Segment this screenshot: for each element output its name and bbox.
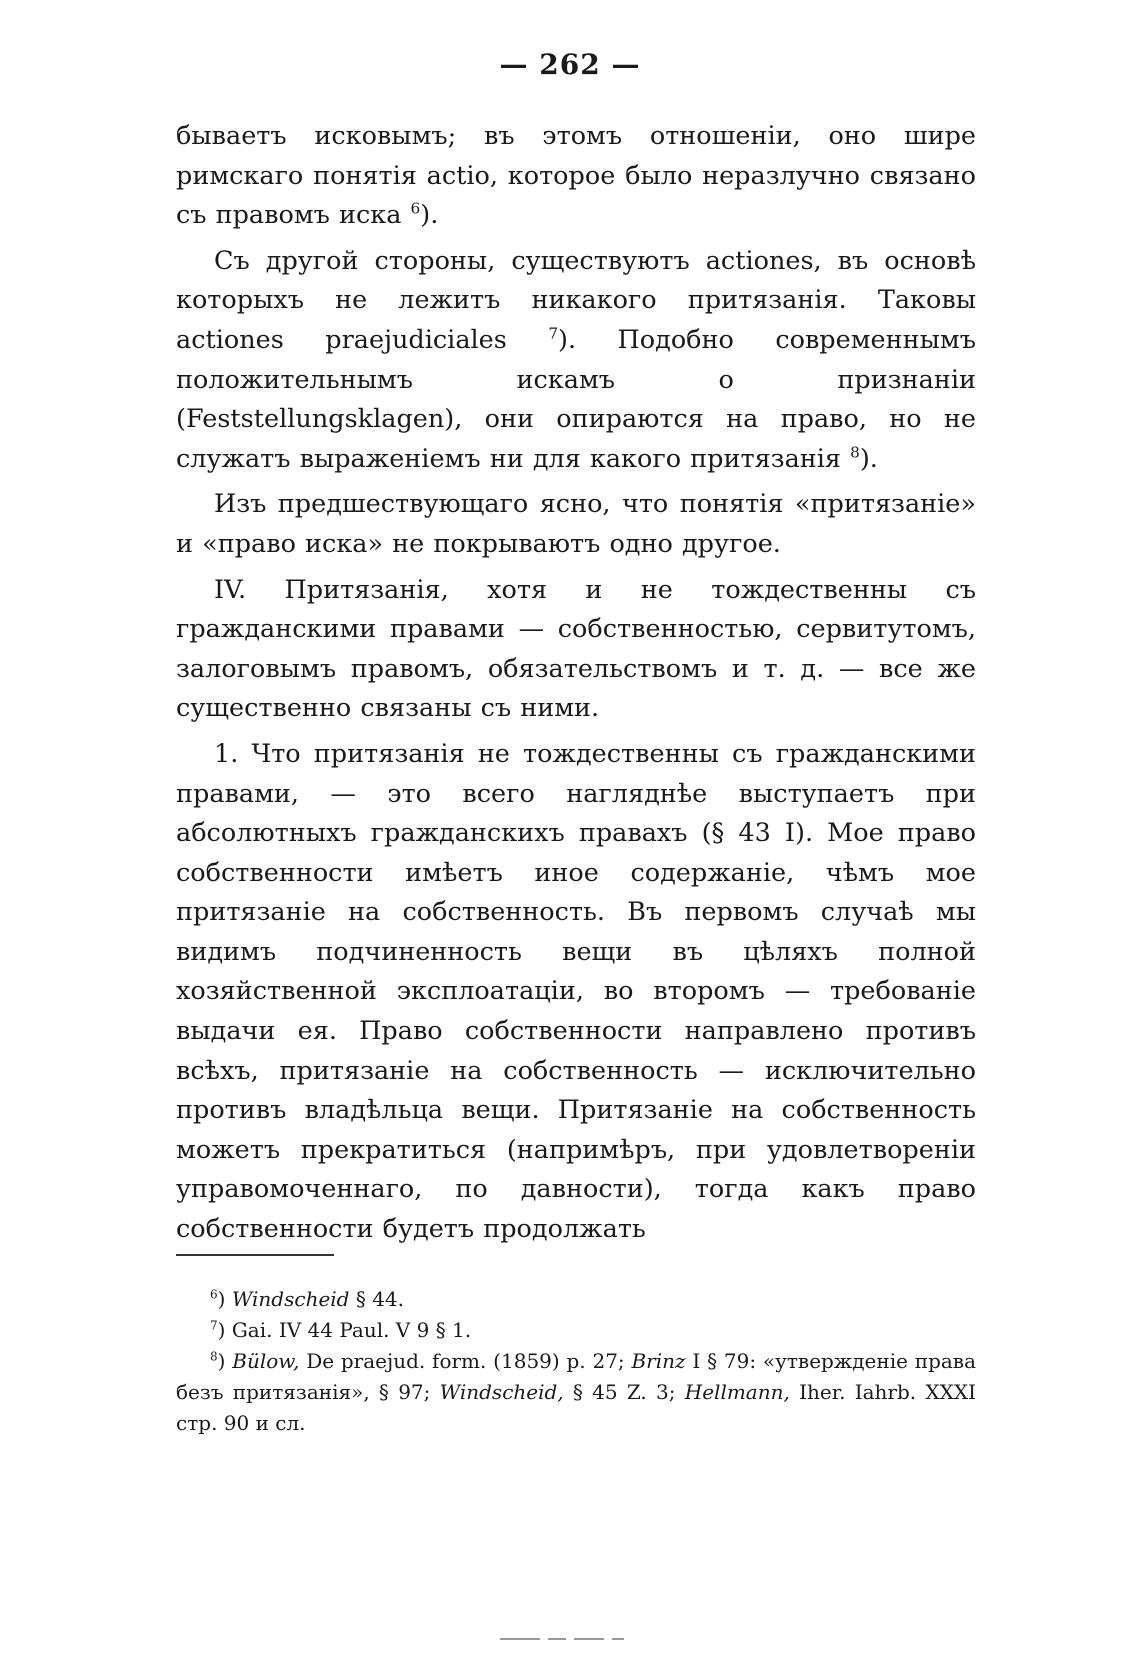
footnote-ref-7: 7	[548, 324, 559, 343]
paragraph-2-mid: ). Подобно современнымъ положительнымъ искамъ о признаніи (Feststellungsklagen), они опираются на право, но не служатъ выраженіемъ ни для какого притязанія	[176, 324, 976, 474]
print-marks	[500, 1628, 660, 1634]
footnote-7-number: 7	[210, 1318, 218, 1333]
footnote-8: $^8$) Bülow, De praejud. form. (1859) p. 27; Brinz I § 79: «утвержденіе права безъ притязанія», § 97; Windscheid, § 45 Z. 3; Hellmann, Iher. Iahrb. XXXI стр. 90 и сл.	[176, 1349, 976, 1435]
footnotes	[176, 1284, 976, 1439]
print-mark	[500, 1638, 540, 1640]
paragraph-1-end: ).	[420, 200, 439, 231]
paragraph-4: IV. Притязанія, хотя и не тождественны съ гражданскими правами — собственностью, сервитутомъ, залоговымъ правомъ, обязательствомъ и т. д. — все же существенно связаны съ ними.	[176, 574, 976, 724]
footnote-ref-6: 6	[410, 199, 421, 218]
main-text	[176, 117, 976, 1250]
paragraph-2-end: ).	[859, 443, 878, 474]
paragraph-1	[176, 117, 976, 236]
footnote-6: $^6$) Windscheid § 44.	[210, 1287, 405, 1311]
print-mark	[612, 1638, 624, 1640]
footnote-7: $^7$) Gai. IV 44 Paul. V 9 § 1.	[210, 1318, 472, 1342]
footnote-6-author: Windscheid	[231, 1287, 350, 1311]
print-mark	[548, 1638, 566, 1640]
footnote-divider	[176, 1254, 334, 1256]
footnote-8-text-3: § 45 Z. 3;	[563, 1380, 685, 1404]
footnote-ref-8: 8	[850, 443, 860, 462]
footnote-8-author-bulow: Bülow,	[232, 1349, 300, 1373]
page-number: — 262 —	[499, 48, 641, 81]
paragraph-2	[176, 242, 976, 480]
footnote-8-text-1: De praejud. form. (1859) p. 27;	[299, 1349, 632, 1373]
footnote-8-text-4: Iher. Iahrb. XXXI стр. 90 и сл.	[176, 1380, 976, 1435]
footnote-6-number: 6	[210, 1287, 218, 1302]
footnote-8-author-hellmann: Hellmann,	[684, 1380, 790, 1404]
paragraph-1-text: бываетъ исковымъ; въ этомъ отношеніи, оно шире римскаго понятія actio, которое было неразлучно связано съ правомъ иска	[176, 121, 976, 231]
footnote-8-text-2: I § 79: «утвержденіе права безъ притязанія», § 97;	[176, 1349, 976, 1404]
print-mark	[574, 1638, 604, 1640]
footnote-8-author-windscheid: Windscheid,	[439, 1380, 564, 1404]
footnote-7-text: Gai. IV 44 Paul. V 9 § 1.	[231, 1318, 472, 1342]
footnote-6-text: § 44.	[349, 1287, 405, 1311]
paragraph-5: 1. Что притязанія не тождественны съ гражданскими правами, — это всего нагляднѣе выступаетъ при абсолютныхъ гражданскихъ правахъ (§ 43 I). Мое право собственности имѣетъ иное содержаніе, чѣмъ мое притязаніе на собственность. Въ первомъ случаѣ мы видимъ подчиненность вещи въ цѣляхъ полной хозяйственной эксплоатаціи, во второмъ — требованіе выдачи ея. Право собственности направлено противъ всѣхъ, притязаніе на собственность — исключительно противъ владѣльца вещи. Притязаніе на собственность можетъ прекратиться (напримѣръ, при удовлетвореніи управомоченнаго, по давности), тогда какъ право собственности будетъ продолжать	[176, 738, 976, 1245]
paragraph-2-text: Съ другой стороны, существуютъ actiones, въ основѣ которыхъ не лежитъ никакого притязанія. Таковы actiones praejudiciales	[176, 245, 976, 355]
footnote-8-author-brinz: Brinz	[631, 1349, 686, 1373]
paragraph-3: Изъ предшествующаго ясно, что понятія «притязаніе» и «право иска» не покрываютъ одно другое.	[176, 489, 976, 559]
footnote-8-number: 8	[210, 1349, 218, 1364]
